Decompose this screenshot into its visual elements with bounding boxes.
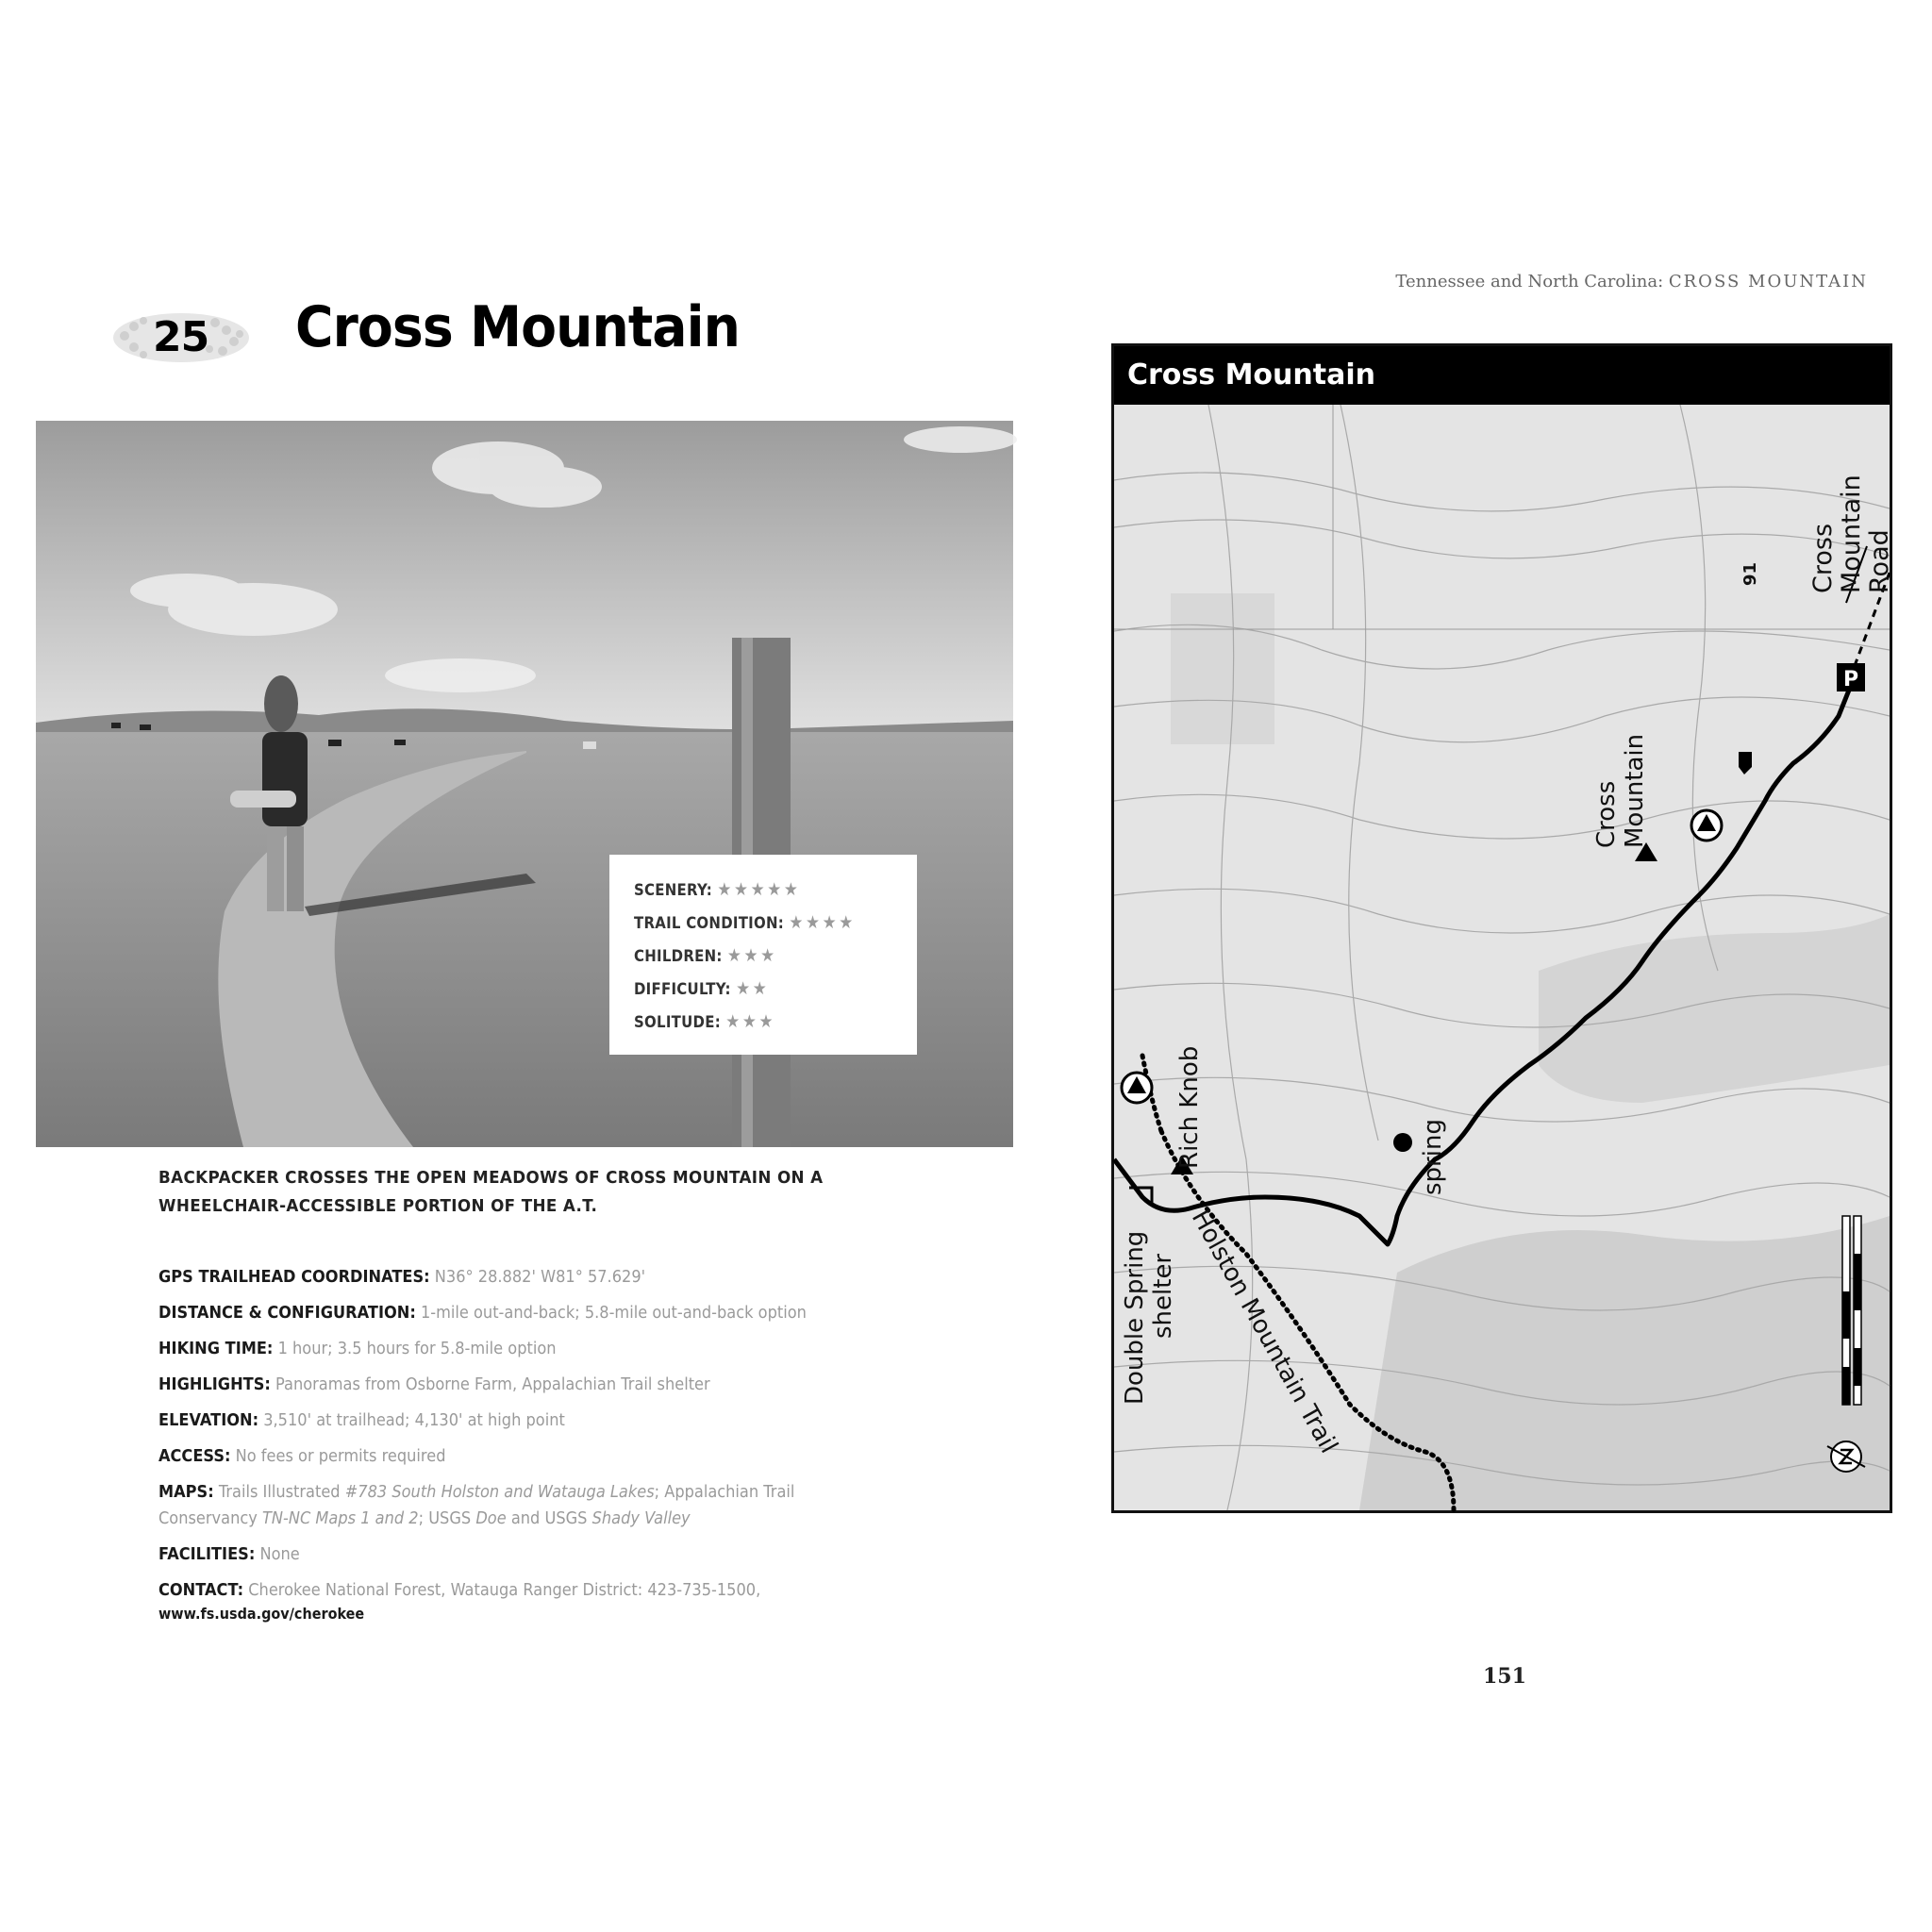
rating-stars: ★★★★ bbox=[789, 912, 856, 933]
info-contact: CONTACT: Cherokee National Forest, Watauga Ranger District: 423-735-1500, www.fs.usda.gov/cherokee bbox=[158, 1577, 872, 1624]
svg-text:Mountain: Mountain bbox=[1837, 475, 1866, 593]
rating-trail-condition: TRAIL CONDITION: ★★★★ bbox=[634, 912, 856, 933]
trail-map bbox=[1111, 343, 1892, 1513]
running-head: Tennessee and North Carolina: CROSS MOUNTAIN bbox=[1395, 272, 1868, 291]
spring-icon bbox=[1393, 1133, 1412, 1152]
rating-scenery: SCENERY: ★★★★★ bbox=[634, 879, 801, 900]
spring-label: spring bbox=[1419, 1119, 1447, 1195]
contact-url[interactable]: www.fs.usda.gov/cherokee bbox=[158, 1605, 365, 1623]
info-maps: MAPS: Trails Illustrated #783 South Holston and Watauga Lakes; Appalachian Trail Conservancy TN-NC Maps 1 and 2; USGS Doe and USGS Shady Valley bbox=[158, 1482, 795, 1528]
route-number-label: 91 bbox=[1740, 561, 1760, 586]
ratings-box bbox=[609, 855, 917, 1055]
rating-stars: ★★★★★ bbox=[717, 879, 801, 900]
svg-text:Cross: Cross bbox=[1808, 523, 1838, 593]
svg-text:Double Spring: Double Spring bbox=[1121, 1230, 1149, 1405]
svg-text:Road: Road bbox=[1865, 529, 1894, 593]
rich-knob-label: Rich Knob bbox=[1175, 1045, 1204, 1169]
rating-solitude: SOLITUDE: ★★★ bbox=[634, 1011, 776, 1032]
map-title: Cross Mountain bbox=[1114, 346, 1890, 405]
info-facilities: FACILITIES: None bbox=[158, 1544, 300, 1564]
rating-stars: ★★★ bbox=[726, 945, 777, 966]
info-highlights: HIGHLIGHTS: Panoramas from Osborne Farm, Appalachian Trail shelter bbox=[158, 1374, 710, 1394]
svg-text:Mountain: Mountain bbox=[1621, 733, 1649, 848]
at-shield-icon bbox=[1691, 810, 1722, 841]
hike-title: Cross Mountain bbox=[295, 294, 741, 360]
parking-label: P bbox=[1842, 668, 1859, 691]
rating-difficulty: DIFFICULTY: ★★ bbox=[634, 978, 770, 999]
hike-number-badge bbox=[111, 308, 251, 368]
map-canvas bbox=[1114, 405, 1894, 1510]
rating-stars: ★★★ bbox=[725, 1011, 776, 1032]
info-gps: GPS TRAILHEAD COORDINATES: N36° 28.882' W81° 57.629' bbox=[158, 1267, 646, 1287]
svg-text:Cross: Cross bbox=[1592, 780, 1621, 848]
at-shield-icon bbox=[1122, 1073, 1152, 1103]
info-distance: DISTANCE & CONFIGURATION: 1-mile out-and-back; 5.8-mile out-and-back option bbox=[158, 1303, 807, 1323]
info-hiking-time: HIKING TIME: 1 hour; 3.5 hours for 5.8-mile option bbox=[158, 1339, 557, 1358]
rating-stars: ★★ bbox=[736, 978, 770, 999]
svg-text:shelter: shelter bbox=[1149, 1253, 1177, 1339]
page-number: 151 bbox=[1483, 1664, 1526, 1689]
hike-info bbox=[158, 1264, 875, 1634]
photo-caption: BACKPACKER CROSSES THE OPEN MEADOWS OF CROSS MOUNTAIN ON A WHEELCHAIR-ACCESSIBLE PORTION OF THE A.T. bbox=[158, 1168, 824, 1216]
info-elevation: ELEVATION: 3,510' at trailhead; 4,130' at high point bbox=[158, 1410, 565, 1430]
rating-children: CHILDREN: ★★★ bbox=[634, 945, 777, 966]
hike-number: 25 bbox=[153, 313, 209, 361]
holston-trail-label: Holston Mountain Trail bbox=[1185, 1205, 1343, 1458]
info-access: ACCESS: No fees or permits required bbox=[158, 1446, 446, 1466]
